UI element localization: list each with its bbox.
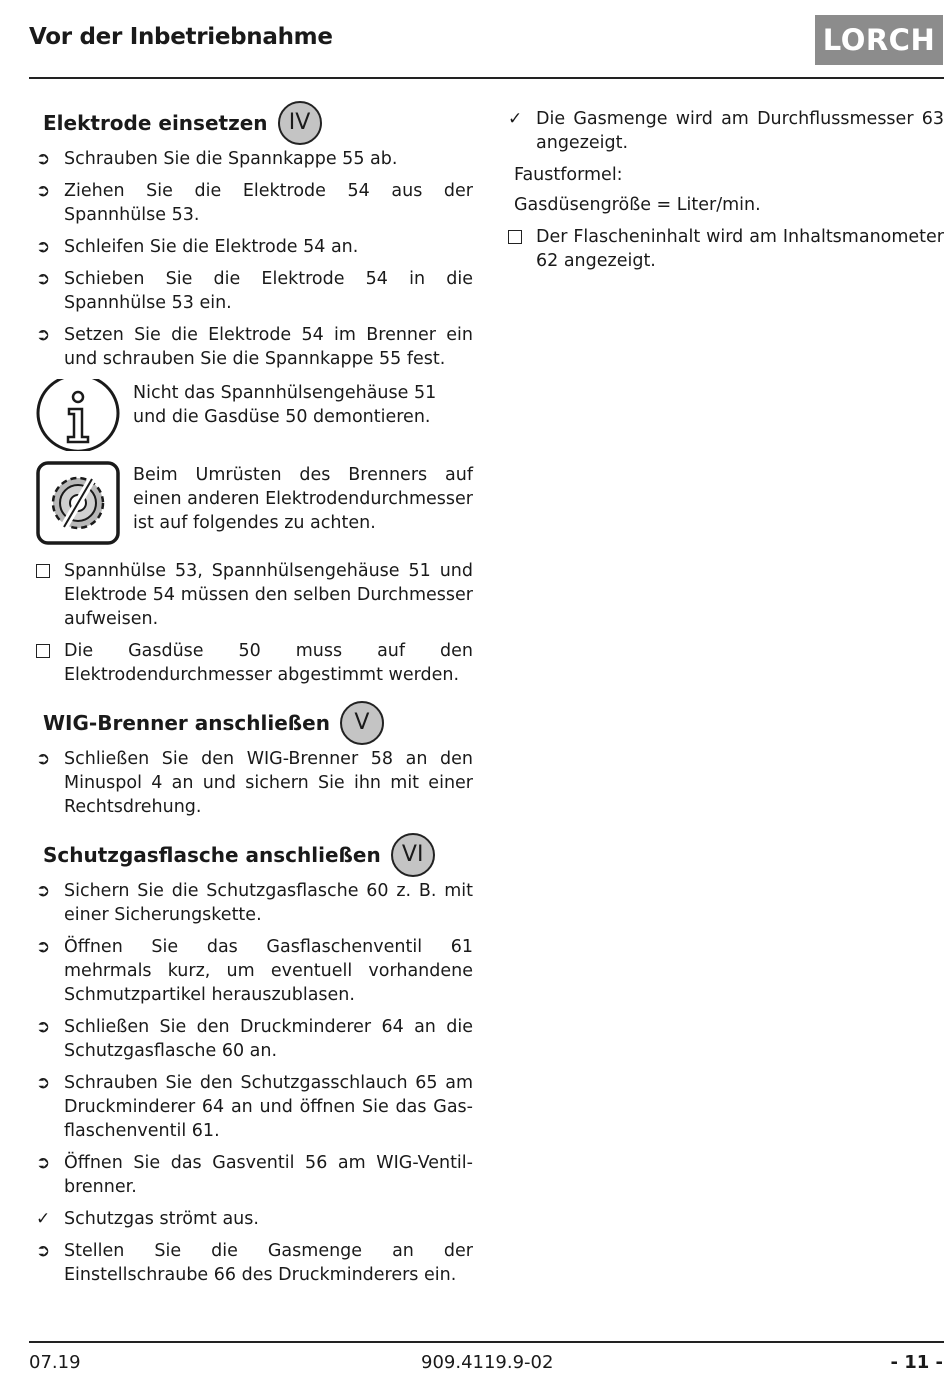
check-icon: ✓ [36, 1209, 51, 1229]
page-number: - 11 - [890, 1352, 943, 1373]
list-item: ➲ Ziehen Sie die Elektrode 54 aus der Spannhülse 53. [36, 181, 473, 225]
section-title-text: WIG-Brenner anschließen [43, 711, 330, 735]
arrow-icon: ➲ [36, 749, 51, 769]
arrow-icon: ➲ [36, 325, 51, 345]
checkbox-icon [36, 564, 50, 578]
gear-note: Beim Umrüsten des Brenners auf einen anderen Elektrodendurchmesser ist auf folgendes zu achten. [36, 461, 473, 547]
list-item: ➲ Öffnen Sie das Gasventil 56 am WIG-Ventilbrenner. [36, 1153, 473, 1197]
formula: Gasdüsengröße = Liter/min. [514, 195, 761, 215]
formula-label: Faustformel: [514, 165, 623, 185]
list-item: Der Flascheninhalt wird am Inhaltsmanometer 62 angezeigt. [508, 225, 944, 273]
list-item: ➲ Schließen Sie den WIG-Brenner 58 an den Minuspol 4 an und sichern Sie ihn mit einer Rechtsdrehung. [36, 749, 473, 817]
info-note: Nicht das Spannhülsengehäuse 51 und die Gasdüse 50 demontieren. [36, 379, 473, 451]
section-title-text: Elektrode einsetzen [43, 111, 268, 135]
arrow-icon: ➲ [36, 937, 51, 957]
section-title-gas [43, 831, 473, 879]
list-item: ✓ Die Gasmenge wird am Durchflussmesser 63 angezeigt. [508, 109, 944, 153]
footer-date: 07.19 [29, 1352, 81, 1373]
list-item: ➲ Öffnen Sie das Gasflaschenventil 61 mehrmals kurz, um eventuell vorhandene Schmutzpartikel herauszublasen. [36, 937, 473, 1005]
arrow-icon: ➲ [36, 1153, 51, 1173]
arrow-icon: ➲ [36, 237, 51, 257]
gear-wrench-icon [36, 461, 133, 547]
checkbox-icon [508, 230, 522, 244]
footer-doc-number: 909.4119.9-02 [421, 1352, 554, 1373]
lorch-logo: LORCH [815, 15, 943, 65]
check-icon: ✓ [508, 109, 523, 129]
arrow-icon: ➲ [36, 881, 51, 901]
step-badge: VI [391, 833, 435, 877]
section-title-text: Schutzgasflasche anschließen [43, 843, 381, 867]
arrow-icon: ➲ [36, 1241, 51, 1261]
list-item: ➲ Sichern Sie die Schutzgasflasche 60 z. B. mit einer Sicherungskette. [36, 881, 473, 925]
arrow-icon: ➲ [36, 269, 51, 289]
header-rule [29, 77, 944, 79]
right-column [508, 107, 944, 281]
arrow-icon: ➲ [36, 149, 51, 169]
page-title: Vor der Inbetriebnahme [29, 24, 333, 50]
footer-rule [29, 1341, 944, 1343]
section-title-electrode [43, 99, 473, 147]
step-badge: IV [278, 101, 322, 145]
arrow-icon: ➲ [36, 1073, 51, 1093]
section-title-wig [43, 699, 473, 747]
list-item: Spannhülse 53, Spannhülsengehäuse 51 und Elektrode 54 müssen den selben Durchmesser aufweisen. [36, 559, 473, 631]
arrow-icon: ➲ [36, 1017, 51, 1037]
info-icon [36, 379, 133, 451]
arrow-icon: ➲ [36, 181, 51, 201]
list-item: Die Gasdüse 50 muss auf den Elektrodendurchmesser abgestimmt werden. [36, 639, 473, 687]
list-item: ✓ Schutzgas strömt aus. [36, 1209, 259, 1229]
step-badge: V [340, 701, 384, 745]
checkbox-icon [36, 644, 50, 658]
list-item: ➲ Stellen Sie die Gasmenge an der Einstellschraube 66 des Druckminderers ein. [36, 1241, 473, 1285]
list-item: ➲ Schrauben Sie den Schutzgasschlauch 65 am Druckminderer 64 an und öffnen Sie das Gasflaschenventil 61. [36, 1073, 473, 1141]
left-column [36, 95, 473, 1295]
list-item: ➲ Schleifen Sie die Elektrode 54 an. [36, 237, 359, 257]
list-item: ➲ Schieben Sie die Elektrode 54 in die Spannhülse 53 ein. [36, 269, 473, 313]
list-item: ➲ Schließen Sie den Druckminderer 64 an die Schutzgasflasche 60 an. [36, 1017, 473, 1061]
list-item: ➲ Schrauben Sie die Spannkappe 55 ab. [36, 149, 398, 169]
list-item: ➲ Setzen Sie die Elektrode 54 im Brenner ein und schrauben Sie die Spannkappe 55 fest. [36, 325, 473, 369]
